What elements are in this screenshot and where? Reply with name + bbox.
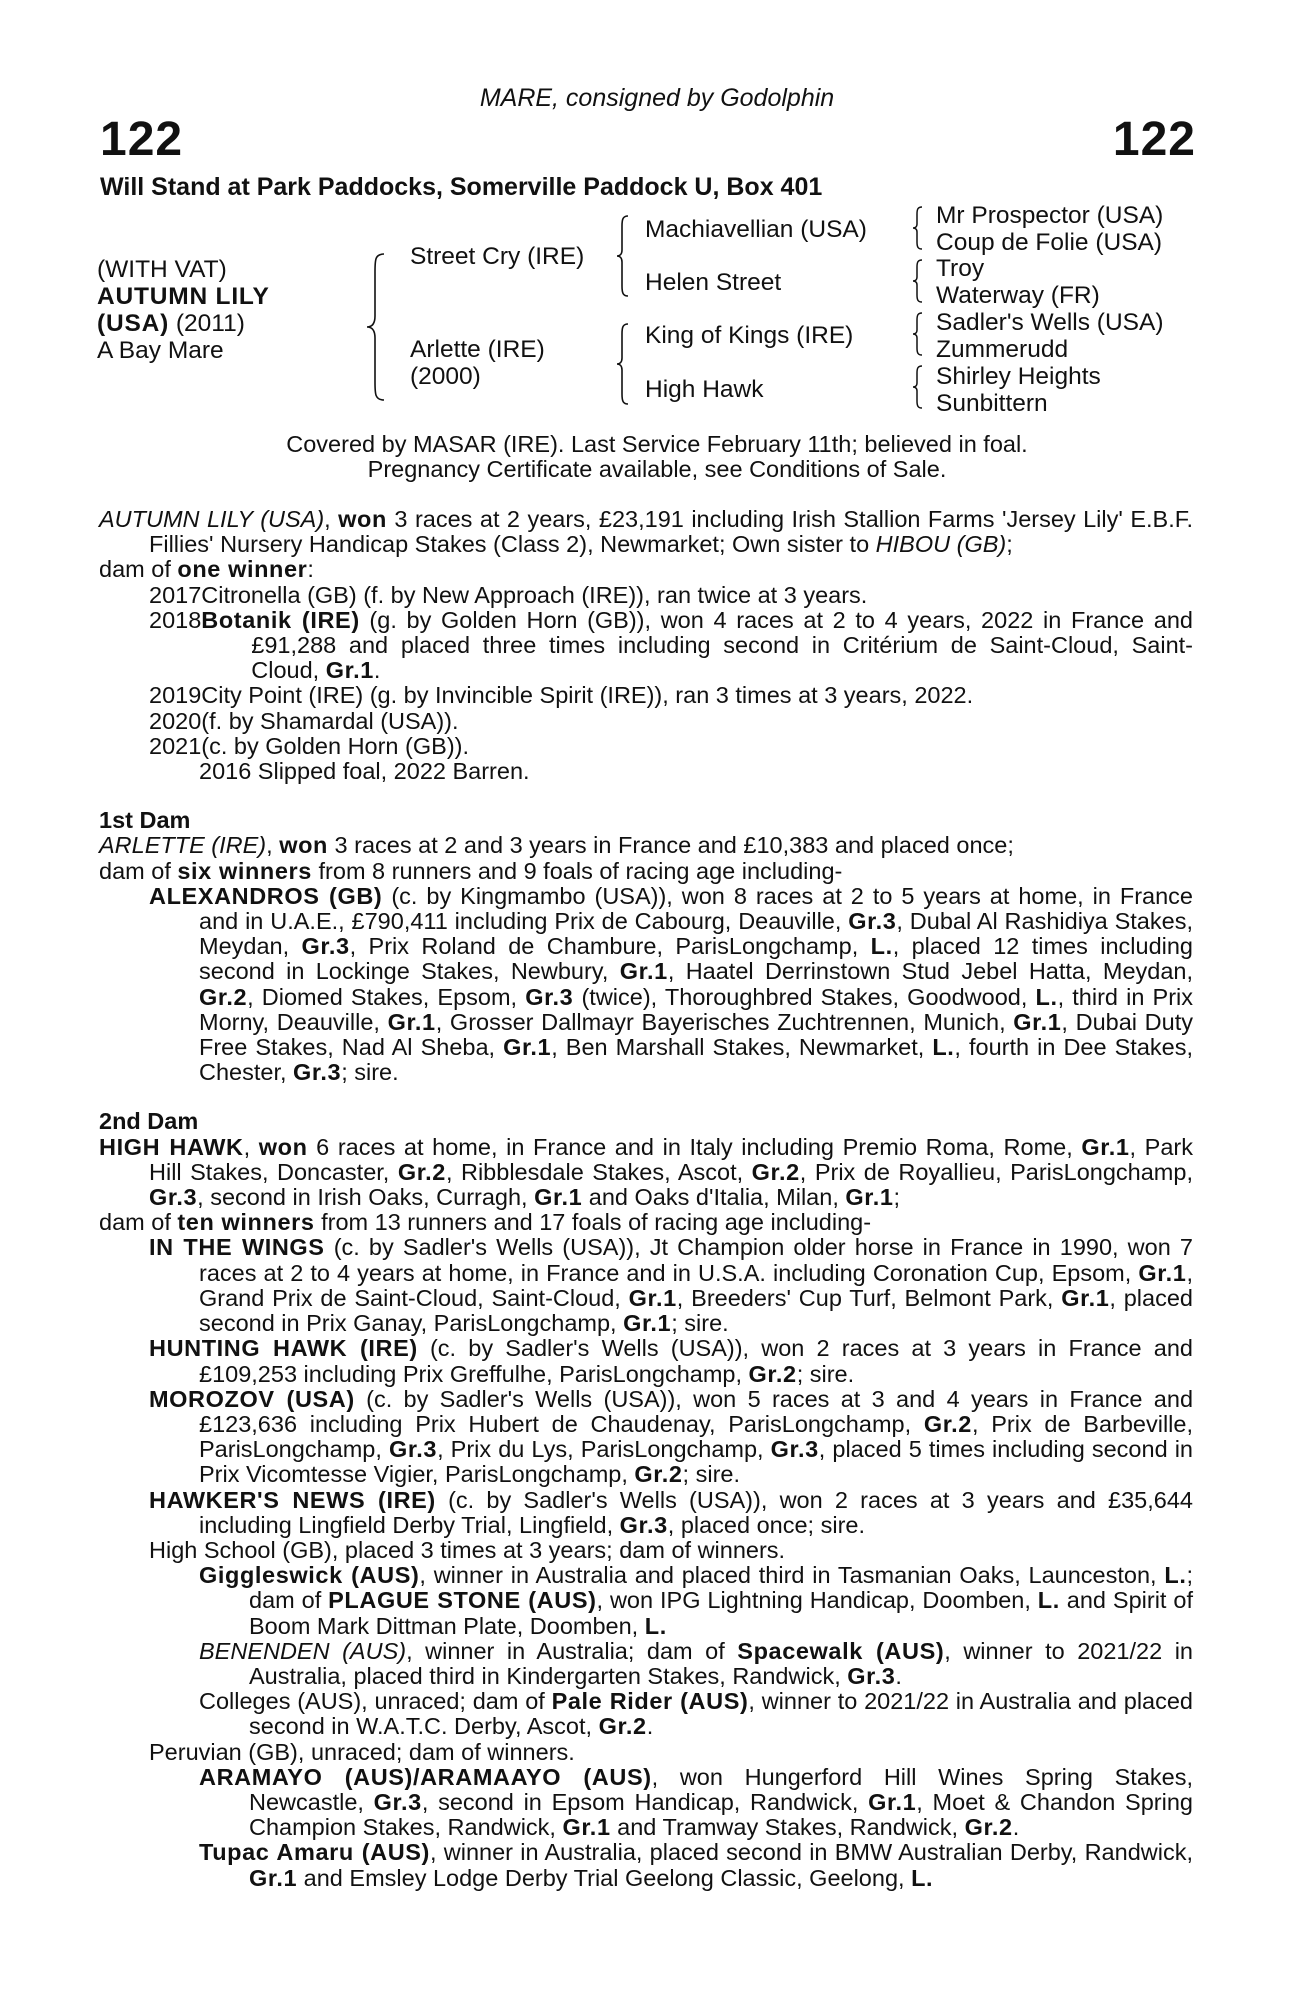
produce-tupac-amaru: Tupac Amaru (AUS), winner in Australia, placed second in BMW Australian Derby, Randwick, Gr.1 and Emsley Lodge Derby Trial Geelong Classic, Geelong, L. <box>199 1839 1193 1891</box>
brace-gen3-4 <box>912 364 924 410</box>
vat-label: (WITH VAT) <box>97 256 227 283</box>
catalogue-body <box>99 507 1193 1891</box>
produce-2018-name: Botanik (IRE) <box>201 606 360 633</box>
produce-2016-note: 2016 Slipped foal, 2022 Barren. <box>199 758 530 785</box>
produce-benenden: BENENDEN (AUS), winner in Australia; dam of Spacewalk (AUS), winner to 2021/22 in Australia, placed third in Kindergarten Stakes, Randwick, Gr.3. <box>199 1637 1193 1689</box>
produce-high-school: High School (GB), placed 3 times at 3 years; dam of winners. <box>149 1536 786 1563</box>
dam-of-line: dam of one winner: <box>99 556 314 583</box>
produce-hawkers-news: HAWKER'S NEWS (IRE) (c. by Sadler's Wells (USA)), won 2 races at 3 years and £35,644 including Lingfield Derby Trial, Lingfield, Gr.3, placed once; sire. <box>149 1486 1193 1538</box>
second-dam-produce-summary: dam of ten winners from 13 runners and 17 foals of racing age including- <box>99 1209 872 1236</box>
gen3-dam-sire-dam: Zummerudd <box>936 336 1069 363</box>
first-dam-summary: ARLETTE (IRE), won 3 races at 2 and 3 years in France and £10,383 and placed once; <box>99 832 1014 859</box>
produce-hunting-hawk: HUNTING HAWK (IRE) (c. by Sadler's Wells (USA)), won 2 races at 3 years in France and £109,253 including Prix Greffulhe, ParisLongchamp, Gr.2; sire. <box>149 1335 1193 1387</box>
gen3-dam-dam-sire: Shirley Heights <box>936 363 1101 390</box>
brace-gen1 <box>366 252 386 402</box>
produce-2019: 2019 City Point (IRE) (g. by Invincible Spirit (IRE)), ran 3 times at 3 years, 2022. <box>149 682 974 709</box>
horse-country: (USA) <box>97 310 170 337</box>
produce-giggleswick: Giggleswick (AUS), winner in Australia and placed third in Tasmanian Oaks, Launceston, L.; dam of PLAGUE STONE (AUS), won IPG Lightning Handicap, Doomben, L. and Spirit of Boom Mark Dittman Plate, Doomben, L. <box>199 1562 1193 1639</box>
produce-2018: 2018 Botanik (IRE) (g. by Golden Horn (GB)), won 4 races at 2 to 4 years, 2022 in France and £91,288 and placed three times including second in Critérium de Saint-Cloud, Saint-Cloud, Gr.1. <box>149 606 1193 684</box>
gen3-sire-sire-sire: Mr Prospector (USA) <box>936 202 1164 229</box>
sire-sire: Machiavellian (USA) <box>645 216 867 243</box>
gen3-dam-sire-sire: Sadler's Wells (USA) <box>936 309 1164 336</box>
sire-dam: Helen Street <box>645 269 782 296</box>
produce-morozov: MOROZOV (USA) (c. by Sadler's Wells (USA)), won 5 races at 3 and 4 years in France and £123,636 including Prix Hubert de Chaudenay, ParisLongchamp, Gr.2, Prix de Barbeville, ParisLongchamp, Gr.3, Prix du Lys, ParisLongchamp, Gr.3, placed 5 times including second in Prix Vicomtesse Vigier, ParisLongchamp, Gr.2; sire. <box>149 1385 1194 1488</box>
gen3-sire-dam-sire: Troy <box>936 255 985 282</box>
horse-name-italic: AUTUMN LILY (USA) <box>99 506 325 532</box>
brace-gen3-2 <box>912 258 924 304</box>
brace-gen3-1 <box>912 205 924 251</box>
produce-colleges: Colleges (AUS), unraced; dam of Pale Rider (AUS), winner to 2021/22 in Australia and placed second in W.A.T.C. Derby, Ascot, Gr.2. <box>199 1688 1193 1740</box>
horse-description: A Bay Mare <box>97 337 224 364</box>
brace-gen3-3 <box>912 311 924 357</box>
lot-number-left: 122 <box>100 113 184 166</box>
won-label: won <box>338 506 387 532</box>
second-dam-heading: 2nd Dam <box>99 1108 199 1135</box>
lot-number-right: 122 <box>1112 113 1196 166</box>
produce-alexandros: ALEXANDROS (GB) (c. by Kingmambo (USA)), won 8 races at 2 to 5 years at home, in France and in U.A.E., £790,411 including Prix de Cabourg, Deauville, Gr.3, Dubal Al Rashidiya Stakes, Meydan, Gr.3, Prix Roland de Chambure, ParisLongchamp, L., placed 12 times including second in Lockinge Stakes, Newbury, Gr.1, Haatel Derrinstown Stud Jebel Hatta, Meydan, Gr.2, Diomed Stakes, Epsom, Gr.3 (twice), Thoroughbred Stakes, Goodwood, L., third in Prix Morny, Deauville, Gr.1, Grosser Dallmayr Bayerisches Zuchtrennen, Munich, Gr.1, Dubai Duty Free Stakes, Nad Al Sheba, Gr.1, Ben Marshall Stakes, Newmarket, L., fourth in Dee Stakes, Chester, Gr.3; sire. <box>149 882 1194 1086</box>
horse-summary: AUTUMN LILY (USA), won 3 races at 2 years, £23,191 including Irish Stallion Farms 'Jersey Lily' E.B.F. Fillies' Nursery Handicap Stakes (Class 2), Newmarket; Own sister to HIBOU (GB); <box>99 506 1194 558</box>
horse-name: AUTUMN LILY <box>97 283 270 310</box>
produce-peruvian: Peruvian (GB), unraced; dam of winners. <box>149 1738 575 1765</box>
covering-note <box>0 432 1314 482</box>
second-dam-summary: HIGH HAWK, won 6 races at home, in France and in Italy including Premio Roma, Rome, Gr.1, Park Hill Stakes, Doncaster, Gr.2, Ribblesdale Stakes, Ascot, Gr.2, Prix de Royallieu, ParisLongchamp, Gr.3, second in Irish Oaks, Curragh, Gr.1 and Oaks d'Italia, Milan, Gr.1; <box>99 1133 1193 1211</box>
horse-year: (2011) <box>169 310 245 337</box>
winners-count: one winner <box>177 556 308 583</box>
sibling-name: HIBOU (GB) <box>875 531 1007 558</box>
alexandros-name: ALEXANDROS (GB) <box>149 882 383 909</box>
gen3-sire-dam-dam: Waterway (FR) <box>936 282 1100 309</box>
consignor-subtitle: MARE, consigned by Godolphin <box>479 84 835 112</box>
produce-aramayo: ARAMAYO (AUS)/ARAMAAYO (AUS), won Hungerford Hill Wines Spring Stakes, Newcastle, Gr.3, second in Epsom Handicap, Randwick, Gr.1, Moet & Chandon Spring Champion Stakes, Randwick, Gr.1 and Tramway Stakes, Randwick, Gr.2. <box>199 1763 1194 1841</box>
first-dam-heading: 1st Dam <box>99 807 191 834</box>
stand-location: Will Stand at Park Paddocks, Somerville Paddock U, Box 401 <box>100 173 823 201</box>
dam-name-line1: Arlette (IRE) <box>410 336 545 363</box>
produce-2017: 2017 Citronella (GB) (f. by New Approach (IRE)), ran twice at 3 years. <box>149 581 868 608</box>
gen3-dam-dam-dam: Sunbittern <box>936 390 1048 417</box>
produce-2020: 2020 (f. by Shamardal (USA)). <box>149 707 459 734</box>
first-dam-produce-summary: dam of six winners from 8 runners and 9 foals of racing age including- <box>99 857 843 884</box>
horse-block <box>97 256 270 364</box>
dam-year: (2000) <box>410 363 481 390</box>
pregnancy-certificate-line: Pregnancy Certificate available, see Conditions of Sale. <box>367 456 947 482</box>
dam-name <box>410 336 545 390</box>
dam-dam: High Hawk <box>645 376 764 403</box>
covering-line-1: Covered by MASAR (IRE). Last Service February 11th; believed in foal. <box>286 431 1028 457</box>
produce-in-the-wings: IN THE WINGS (c. by Sadler's Wells (USA)), Jt Champion older horse in France in 1990, won 7 races at 2 to 4 years at home, in France and in U.S.A. including Coronation Cup, Epsom, Gr.1, Grand Prix de Saint-Cloud, Saint-Cloud, Gr.1, Breeders' Cup Turf, Belmont Park, Gr.1, placed second in Prix Ganay, ParisLongchamp, Gr.1; sire. <box>149 1234 1193 1337</box>
produce-2021: 2021 (c. by Golden Horn (GB)). <box>149 732 469 759</box>
dam-sire: King of Kings (IRE) <box>645 322 854 349</box>
brace-gen2-sire <box>616 214 630 298</box>
gen3-sire-sire-dam: Coup de Folie (USA) <box>936 229 1163 256</box>
sire-name: Street Cry (IRE) <box>410 243 585 270</box>
brace-gen2-dam <box>616 322 630 406</box>
